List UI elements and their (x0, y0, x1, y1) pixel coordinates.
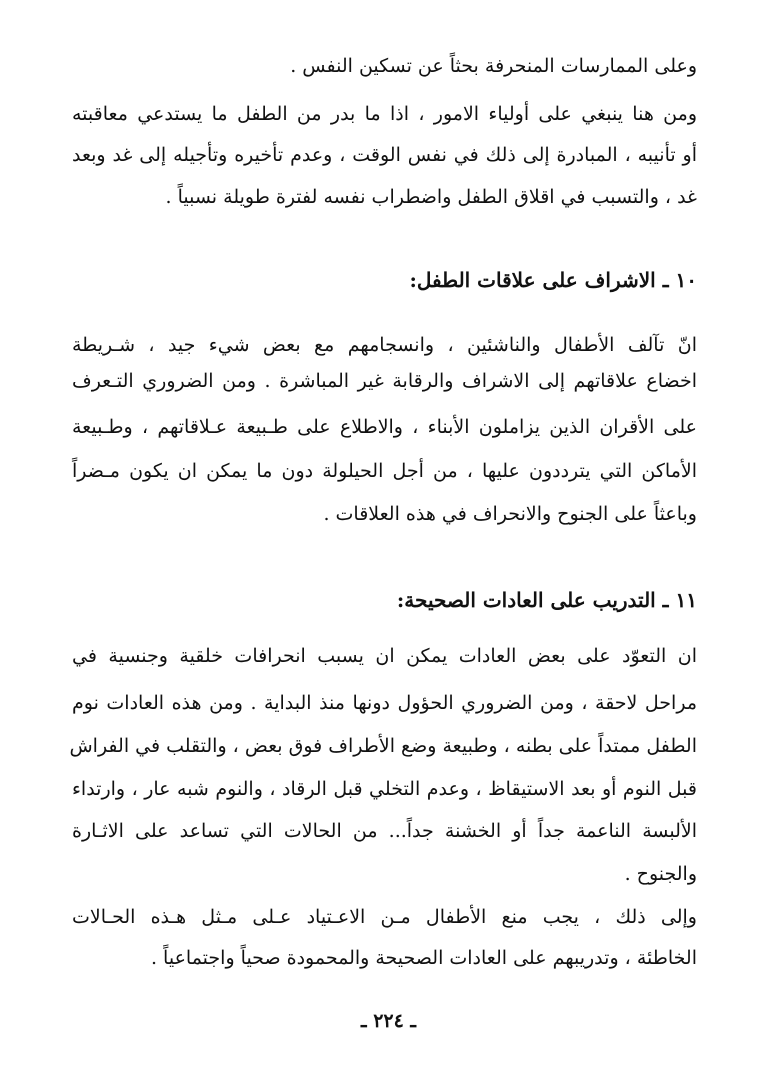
text-line: على الأقران الذين يزاملون الأبناء ، والاطلاع على طـبيعة عـلاقاتهم ، وطـبيعة (72, 416, 697, 438)
text-line: أو تأنيبه ، المبادرة إلى ذلك في نفس الوقت ، وعدم تأخيره وتأجيله إلى غد وبعد (72, 144, 697, 166)
text-line: والجنوح . (624, 863, 697, 885)
text-line: اخضاع علاقاتهم إلى الاشراف والرقابة غير المباشرة . ومن الضروري التـعرف (72, 370, 697, 392)
page-number: ـ ٢٢٤ ـ (361, 1010, 416, 1032)
text-line: الطفل ممتداً على بطنه ، وطبيعة وضع الأطراف فوق بعض ، والتقلب في الفراش (69, 735, 697, 757)
text-line: الألبسة الناعمة جداً أو الخشنة جداً... من الحالات التي تساعد على الاثـارة (72, 820, 697, 842)
text-line: ومن هنا ينبغي على أولياء الامور ، اذا ما بدر من الطفل ما يستدعي معاقبته (72, 103, 697, 125)
text-line: وعلى الممارسات المنحرفة بحثاً عن تسكين النفس . (290, 55, 697, 77)
text-line: غد ، والتسبب في اقلاق الطفل واضطراب نفسه لفترة طويلة نسبياً . (165, 186, 697, 208)
text-line: ان التعوّد على بعض العادات يمكن ان يسبب انحرافات خلقية وجنسية في (72, 645, 697, 667)
section-heading-10: ١٠ ـ الاشراف على علاقات الطفل: (409, 268, 697, 292)
text-line: قبل النوم أو بعد الاستيقاظ ، وعدم التخلي قبل الرقاد ، والنوم شبه عار ، وارتداء (72, 778, 697, 800)
text-line: مراحل لاحقة ، ومن الضروري الحؤول دونها منذ البداية . ومن هذه العادات نوم (72, 692, 697, 714)
text-line: وباعثاً على الجنوح والانحراف في هذه العلاقات . (323, 503, 697, 525)
text-line: وإلى ذلك ، يجب منع الأطفال مـن الاعـتياد عـلى مـثل هـذه الحـالات (72, 906, 697, 928)
text-line: انّ تآلف الأطفال والناشئين ، وانسجامهم مع بعض شيء جيد ، شـريطة (72, 334, 697, 356)
text-line: الأماكن التي يترددون عليها ، من أجل الحيلولة دون ما يمكن ان يكون مـضراً (72, 460, 697, 482)
section-heading-11: ١١ ـ التدريب على العادات الصحيحة: (396, 588, 697, 612)
text-line: الخاطئة ، وتدريبهم على العادات الصحيحة والمحمودة صحياً واجتماعياً . (150, 947, 697, 969)
